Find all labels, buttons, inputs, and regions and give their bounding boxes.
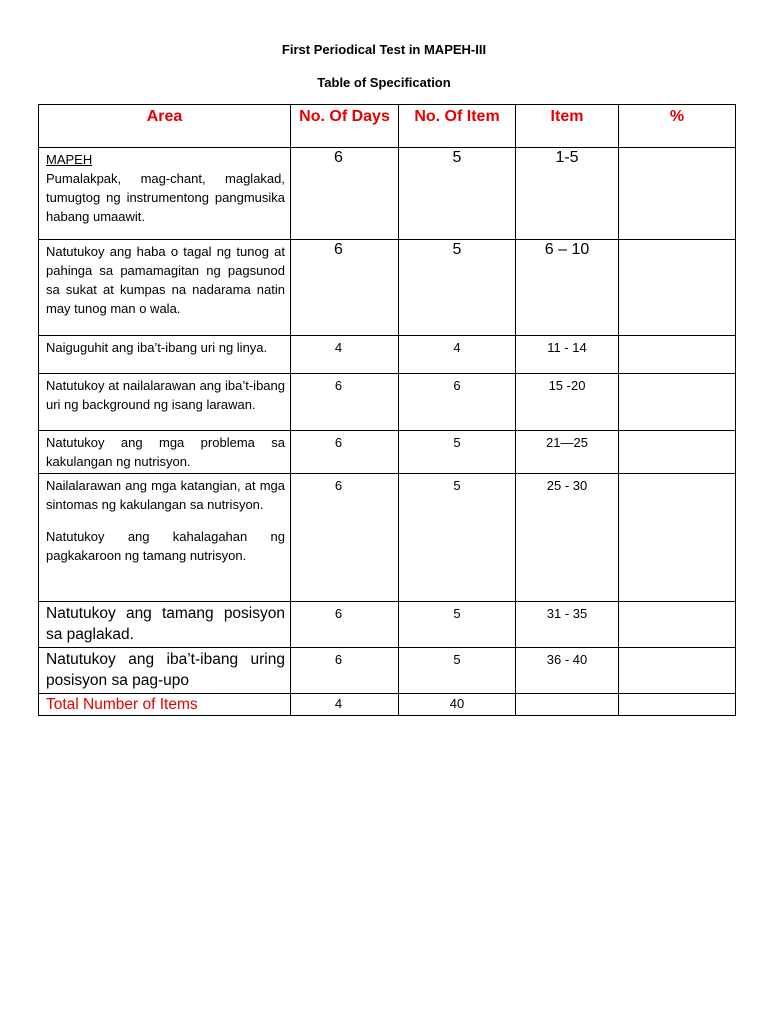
area-text: Natutukoy ang mga problema sa kakulangan ng nutrisyon.	[46, 435, 285, 469]
subject-label: MAPEH	[46, 152, 93, 167]
total-percent-cell	[619, 694, 736, 716]
total-item-range-cell	[516, 694, 619, 716]
num-items-cell: 5	[399, 474, 516, 602]
percent-cell	[619, 374, 736, 431]
area-cell	[39, 431, 291, 474]
num-items-cell: 5	[399, 648, 516, 694]
percent-cell	[619, 336, 736, 374]
item-range-cell: 31 - 35	[516, 602, 619, 648]
area-text: Nailalarawan ang mga katangian, at mga sintomas ng kakulangan sa nutrisyon.	[46, 478, 285, 512]
percent-cell	[619, 602, 736, 648]
area-text: Pumalakpak, mag-chant, maglakad, tumugtog ng instrumentong pangmusika habang umaawit.	[46, 171, 285, 224]
num-items-cell: 5	[399, 431, 516, 474]
table-row	[39, 602, 736, 648]
item-range-cell: 1-5	[516, 148, 619, 240]
document-subtitle: Table of Specification	[317, 75, 451, 90]
days-cell: 6	[291, 431, 399, 474]
table-header-row	[39, 105, 736, 148]
area-cell	[39, 648, 291, 694]
document-title: First Periodical Test in MAPEH-III	[281, 42, 487, 57]
num-items-cell: 6	[399, 374, 516, 431]
percent-cell	[619, 474, 736, 602]
area-cell	[39, 602, 291, 648]
item-range-cell: 11 - 14	[516, 336, 619, 374]
days-cell: 6	[291, 648, 399, 694]
percent-cell	[619, 240, 736, 336]
item-range-cell: 21—25	[516, 431, 619, 474]
header-item: Item	[516, 105, 619, 148]
table-row	[39, 648, 736, 694]
total-items-cell: 40	[399, 694, 516, 716]
days-cell: 6	[291, 474, 399, 602]
days-cell: 4	[291, 336, 399, 374]
area-text-secondary: Natutukoy ang kahalagahan ng pagkakaroon ng tamang nutrisyon.	[46, 529, 285, 563]
table-row	[39, 240, 736, 336]
days-cell: 6	[291, 240, 399, 336]
days-cell: 6	[291, 148, 399, 240]
total-days-cell: 4	[291, 694, 399, 716]
area-cell	[39, 336, 291, 374]
table-row	[39, 148, 736, 240]
num-items-cell: 5	[399, 148, 516, 240]
item-range-cell: 15 -20	[516, 374, 619, 431]
total-row	[39, 694, 736, 716]
total-label: Total Number of Items	[39, 694, 291, 716]
num-items-cell: 5	[399, 240, 516, 336]
area-cell	[39, 374, 291, 431]
percent-cell	[619, 148, 736, 240]
num-items-cell: 4	[399, 336, 516, 374]
area-text: Naiguguhit ang iba’t-ibang uri ng linya.	[46, 340, 268, 355]
table-row	[39, 374, 736, 431]
table-row	[39, 336, 736, 374]
header-num-items: No. Of Item	[399, 105, 516, 148]
area-cell	[39, 148, 291, 240]
area-text: Natutukoy at nailalarawan ang iba’t-ibang uri ng background ng isang larawan.	[46, 378, 285, 412]
table-row	[39, 474, 736, 602]
area-text: Natutukoy ang iba’t-ibang uring posisyon sa pag-upo	[46, 651, 285, 689]
num-items-cell: 5	[399, 602, 516, 648]
area-cell	[39, 240, 291, 336]
percent-cell	[619, 431, 736, 474]
specification-table	[38, 104, 736, 716]
area-text: Natutukoy ang tamang posisyon sa paglakad.	[46, 605, 285, 643]
item-range-cell: 6 – 10	[516, 240, 619, 336]
days-cell: 6	[291, 602, 399, 648]
item-range-cell: 25 - 30	[516, 474, 619, 602]
header-days: No. Of Days	[291, 105, 399, 148]
area-text: Natutukoy ang haba o tagal ng tunog at pahinga sa pamamagitan ng pagsunod sa sukat at kumpas na nadarama natin may tunog man o wala.	[46, 244, 285, 316]
item-range-cell: 36 - 40	[516, 648, 619, 694]
percent-cell	[619, 648, 736, 694]
area-cell	[39, 474, 291, 602]
days-cell: 6	[291, 374, 399, 431]
header-percent: %	[619, 105, 736, 148]
table-row	[39, 431, 736, 474]
header-area: Area	[39, 105, 291, 148]
